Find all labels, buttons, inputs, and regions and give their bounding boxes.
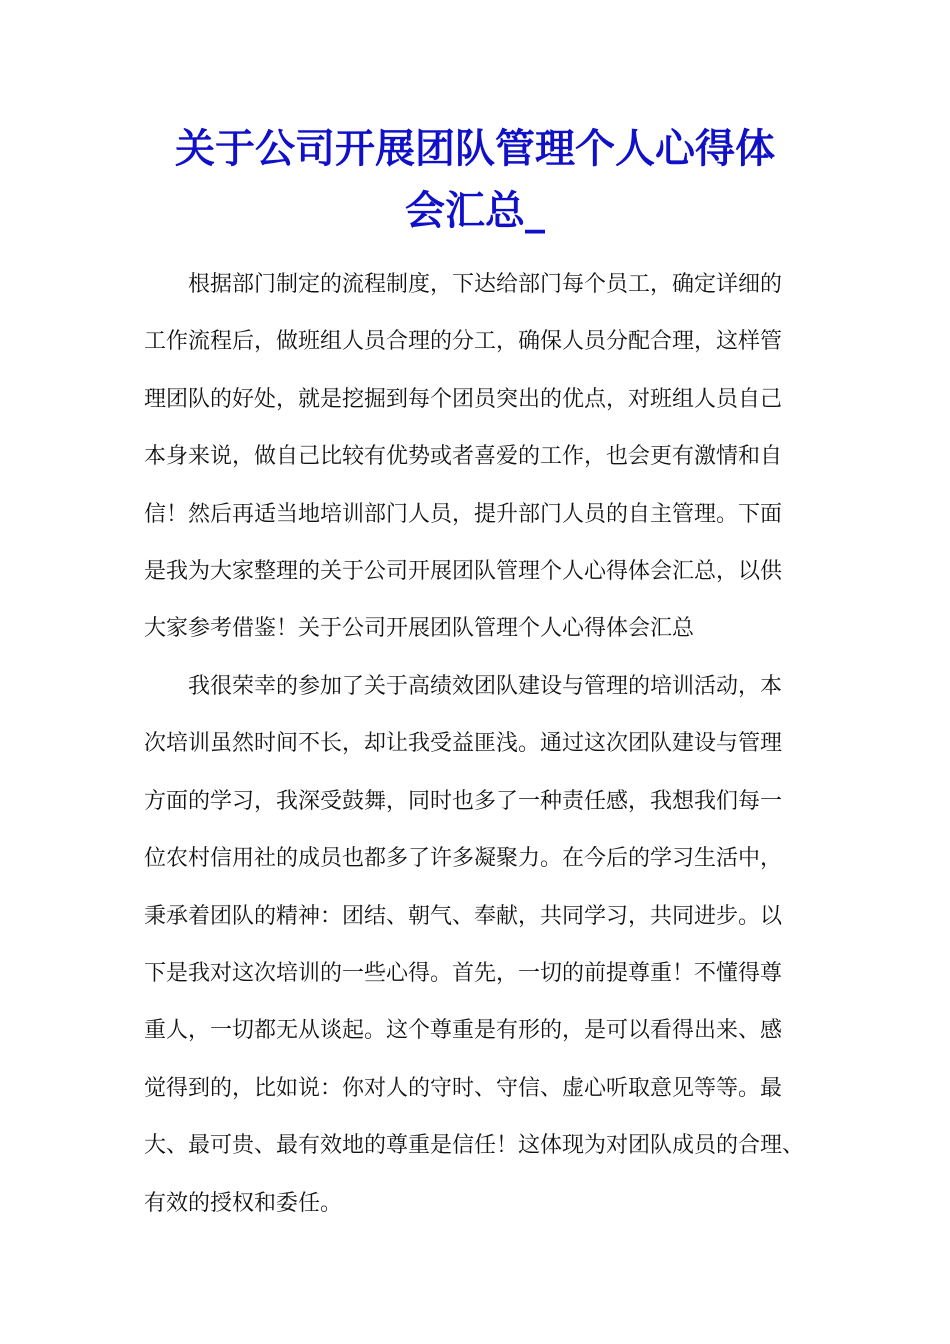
paragraph-line: 根据部门制定的流程制度，下达给部门每个员工，确定详细的 xyxy=(188,272,783,297)
paragraph-line: 本身来说，做自己比较有优势或者喜爱的工作，也会更有激情和自 xyxy=(144,444,783,470)
paragraph-line: 我很荣幸的参加了关于高绩效团队建设与管理的培训活动，本 xyxy=(188,674,783,699)
paragraph-line: 位农村信用社的成员也都多了许多凝聚力。在今后的学习生活中， xyxy=(144,846,783,872)
paragraph-line: 秉承着团队的精神：团结、朝气、奉献，共同学习，共同进步。以 xyxy=(144,903,783,929)
paragraph-line: 大家参考借鉴！关于公司开展团队管理个人心得体会汇总 xyxy=(144,616,695,642)
paragraph-line: 大、最可贵、最有效地的尊重是信任！这体现为对团队成员的合理、 xyxy=(144,1133,805,1159)
paragraph-line: 有效的授权和委任。 xyxy=(144,1190,343,1216)
paragraph-line: 方面的学习，我深受鼓舞，同时也多了一种责任感，我想我们每一 xyxy=(144,788,783,814)
paragraph-2 xyxy=(144,658,824,1232)
title-line-2: 会汇总_ xyxy=(405,187,545,234)
document-title xyxy=(120,118,830,242)
paragraph-line: 重人，一切都无从谈起。这个尊重是有形的，是可以看得出来、感 xyxy=(144,1018,783,1044)
paragraph-line: 是我为大家整理的关于公司开展团队管理个人心得体会汇总，以供 xyxy=(144,558,783,584)
paragraph-line: 次培训虽然时间不长，却让我受益匪浅。通过这次团队建设与管理 xyxy=(144,731,783,757)
paragraph-line: 信！然后再适当地培训部门人员，提升部门人员的自主管理。下面 xyxy=(144,501,783,527)
paragraph-1 xyxy=(144,256,824,658)
paragraph-line: 下是我对这次培训的一些心得。首先，一切的前提尊重！不懂得尊 xyxy=(144,960,783,986)
paragraph-line: 觉得到的，比如说：你对人的守时、守信、虚心听取意见等等。最 xyxy=(144,1075,783,1101)
title-line-1: 关于公司开展团队管理个人心得体 xyxy=(175,125,775,172)
paragraph-line: 工作流程后，做班组人员合理的分工，确保人员分配合理，这样管 xyxy=(144,329,783,355)
paragraph-line: 理团队的好处，就是挖掘到每个团员突出的优点，对班组人员自己 xyxy=(144,386,783,412)
